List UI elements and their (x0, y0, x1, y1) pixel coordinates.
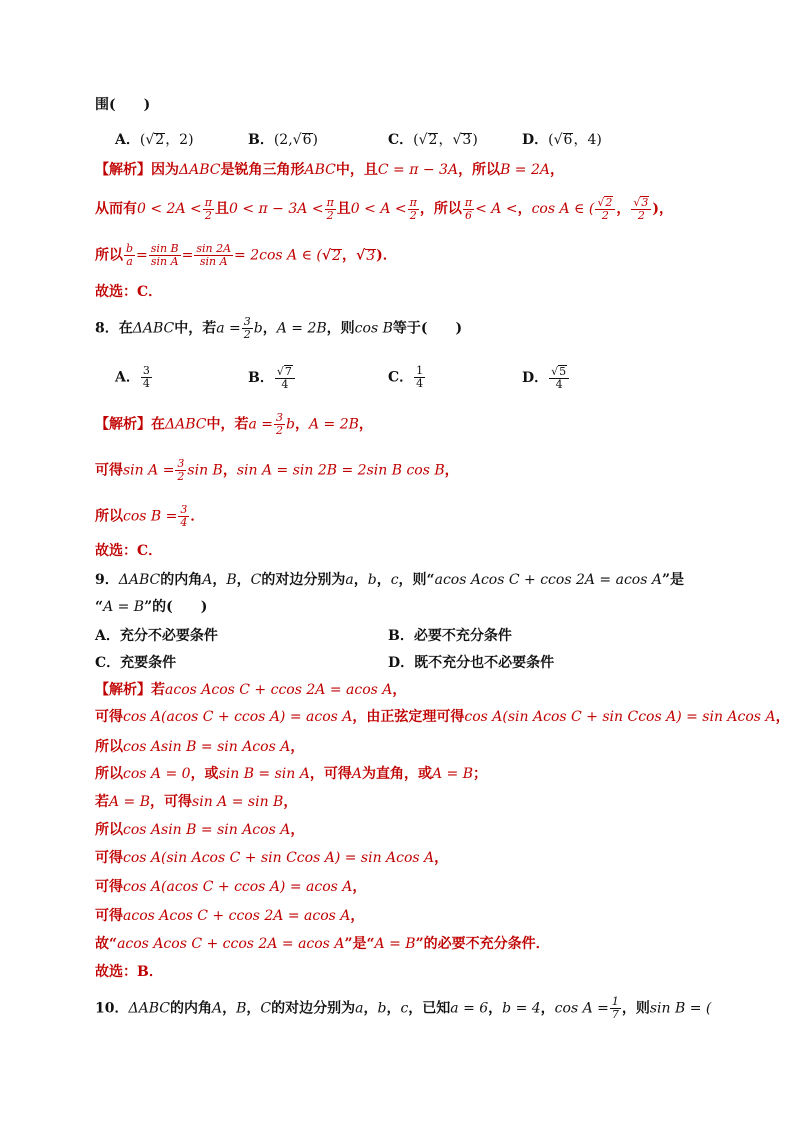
q9-solution-line-5: 若A = B，可得sin A = sin B， (95, 794, 298, 810)
q9-option-b: B．必要不充分条件 (388, 628, 512, 644)
q7-solution-line-3: 所以 $\frac{b}{a}$ = $\frac{\text{sin B}}{\text{sin A}}$ = $\frac{\sin 2A}{\text{sin A}}$ = 2cos A ∈ (√2，√3)． (95, 242, 397, 268)
q9-solution-line-2: 可得cos A(acos C + ccos A) = acos A，由正弦定理可得cos A(sin Acos C + sin Ccos A) = sin Acos A， (95, 709, 790, 725)
q9-solution-line-7: 可得cos A(sin Acos C + sin Ccos A) = sin Acos A， (95, 850, 449, 866)
q9-solution-line-6: 所以cos Asin B = sin Acos A， (95, 822, 305, 838)
q8-solution-line-3: 所以cos B = $\frac{3}{4}$ ． (95, 503, 205, 529)
q8-answer: 故选：C． (95, 543, 163, 559)
q9-solution-line-9: 可得acos Acos C + ccos 2A = acos A， (95, 908, 365, 924)
q9-solution-line-8: 可得cos A(acos C + ccos A) = acos A， (95, 879, 367, 895)
q7-option-d: D．(√6，4) (522, 132, 602, 148)
q7-answer: 故选：C． (95, 284, 163, 300)
q8-option-a: A． $\frac{3}{4}$ (115, 364, 150, 390)
q9-stem-line-2: “A = B”的( ) (95, 599, 208, 615)
q7-stem-tail: 围( ) (95, 97, 151, 113)
q9-option-c: C．充要条件 (95, 655, 177, 671)
q9-stem-line-1: 9．ΔABC的内角A，B，C的对边分别为a，b，c，则“acos Acos C + ccos 2A = acos A”是 (95, 572, 685, 588)
q8-option-b: B． $\frac{√7}{4}$ (248, 365, 296, 391)
q7-option-a: A．(√2，2) (115, 132, 194, 148)
q10-stem: 10．ΔABC的内角A，B，C的对边分别为a，b，c，已知a = 6，b = 4，cos A = $\frac{1}{7}$ ，则sin B = ( (95, 995, 712, 1021)
q9-option-a: A．充分不必要条件 (95, 628, 218, 644)
q7-solution-line-2: 从而有0 < 2A < $\frac{\pi}{2}$ 且0 < π − 3A < $\frac{\pi}{2}$ 且0 < A < $\frac{\pi}{2}$ ，所以 $\frac{\pi}{6}$ < A <，cos A ∈ ( $\frac{√2}{2}$ ， $\frac{√3}{2}$ )， (95, 195, 673, 222)
q9-solution-line-10: 故“acos Acos C + ccos 2A = acos A”是“A = B”的必要不充分条件． (95, 936, 550, 952)
q9-answer: 故选：B． (95, 964, 163, 980)
q8-option-d: D． $\frac{√5}{4}$ (522, 365, 570, 391)
q7-option-b: B．(2,√6) (248, 132, 318, 148)
q8-solution-line-2: 可得sin A = $\frac{3}{2}$ sin B，sin A = sin 2B = 2sin B cos B， (95, 457, 459, 483)
q9-solution-line-1: 【解析】若acos Acos C + ccos 2A = acos A， (95, 682, 407, 698)
q8-solution-line-1: 【解析】在ΔABC中，若a = $\frac{3}{2}$ b，A = 2B， (95, 411, 373, 437)
q8-option-c: C． $\frac{1}{4}$ (388, 364, 424, 390)
q9-solution-line-4: 所以cos A = 0，或sin B = sin A，可得A为直角，或A = B； (95, 766, 488, 782)
q7-option-c: C．(√2，√3) (388, 132, 478, 148)
q9-solution-line-3: 所以cos Asin B = sin Acos A， (95, 739, 305, 755)
q7-solution-line-1: 【解析】因为ΔABC是锐角三角形ABC中，且C = π − 3A，所以B = 2A， (95, 162, 564, 178)
q9-option-d: D．既不充分也不必要条件 (388, 655, 555, 671)
q8-stem: 8．在ΔABC中，若a = $\frac{3}{2}$ b，A = 2B，则cos B等于( ) (95, 315, 463, 341)
